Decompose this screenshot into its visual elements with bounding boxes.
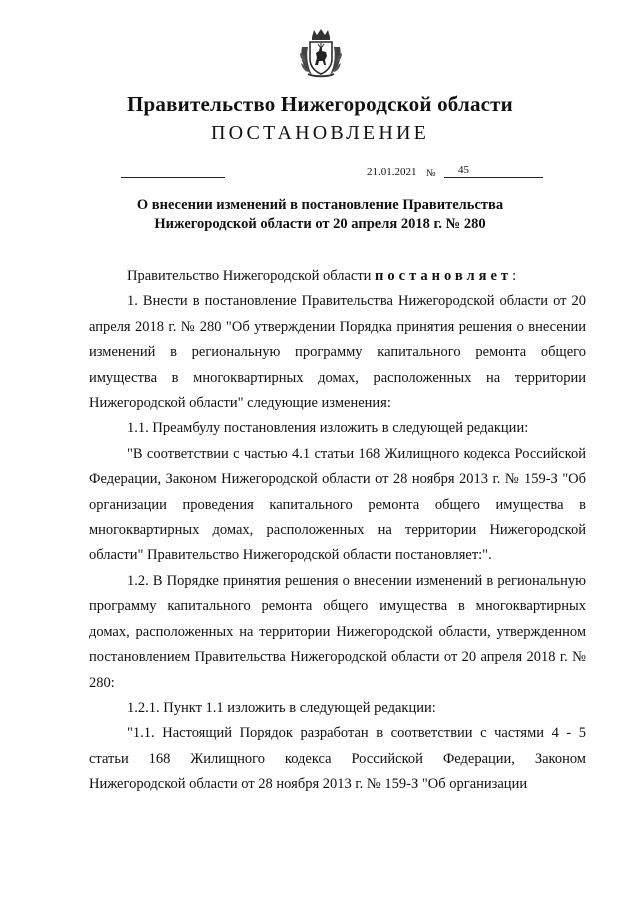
document-number: 45 xyxy=(458,164,469,176)
subject-line-2: Нижегородской области от 20 апреля 2018 г. № 280 xyxy=(154,216,486,232)
document-date: 21.01.2021 xyxy=(367,166,417,178)
paragraph-1-1: 1.1. Преамбулу постановления изложить в следующей редакции: xyxy=(127,420,529,437)
document-number-field xyxy=(444,165,543,178)
document-subject xyxy=(0,196,640,234)
government-name: Правительство Нижегородской области xyxy=(127,92,513,116)
intro-lead: Правительство Нижегородской области xyxy=(127,268,376,284)
intro-tail: : xyxy=(512,268,517,284)
intro-paragraph xyxy=(89,264,586,289)
paragraph-1-2: 1.2. В Порядке принятия решения о внесении изменений в региональную программу капитального ремонта общего имущества в многоквартирных домах, расположенных на территории Нижегородской области, утвержденном постановлением Правительства Нижегородской области от 20 апреля 2018 г. № 280: xyxy=(89,572,586,691)
signature-line xyxy=(121,177,225,178)
number-sign: № xyxy=(426,168,436,179)
subject-line-1: О внесении изменений в постановление Правительства xyxy=(136,197,504,213)
paragraph-preamble: "В соответствии с частью 4.1 статьи 168 Жилищного кодекса Российской Федерации, Законом Нижегородской области от 28 ноября 2013 г. № 159-З "Об организации проведения капитального ремонта общего имущества в многоквартирных домах, расположенных на территории Нижегородской области" Правительство Нижегородской области постановляет:". xyxy=(89,445,586,564)
paragraph-1-1-new: "1.1. Настоящий Порядок разработан в соответствии с частями 4 - 5 статьи 168 Жилищного кодекса Российской Федерации, Законом Нижегородской области от 28 ноября 2013 г. № 159-З "Об организации xyxy=(89,725,586,793)
paragraph-1: 1. Внести в постановление Правительства Нижегородской области от 20 апреля 2018 г. № 280 "Об утверждении Порядка принятия решения о внесении изменений в региональную программу капитального ремонта общего имущества в многоквартирных домах, расположенных на территории Нижегородской области" следующие изменения: xyxy=(89,293,586,412)
document-type: ПОСТАНОВЛЕНИЕ xyxy=(210,122,430,144)
paragraph-1-2-1: 1.2.1. Пункт 1.1 изложить в следующей редакции: xyxy=(127,699,436,716)
coat-of-arms-icon xyxy=(298,27,344,79)
document-body xyxy=(89,264,586,798)
intro-action: постановляет xyxy=(375,268,513,284)
